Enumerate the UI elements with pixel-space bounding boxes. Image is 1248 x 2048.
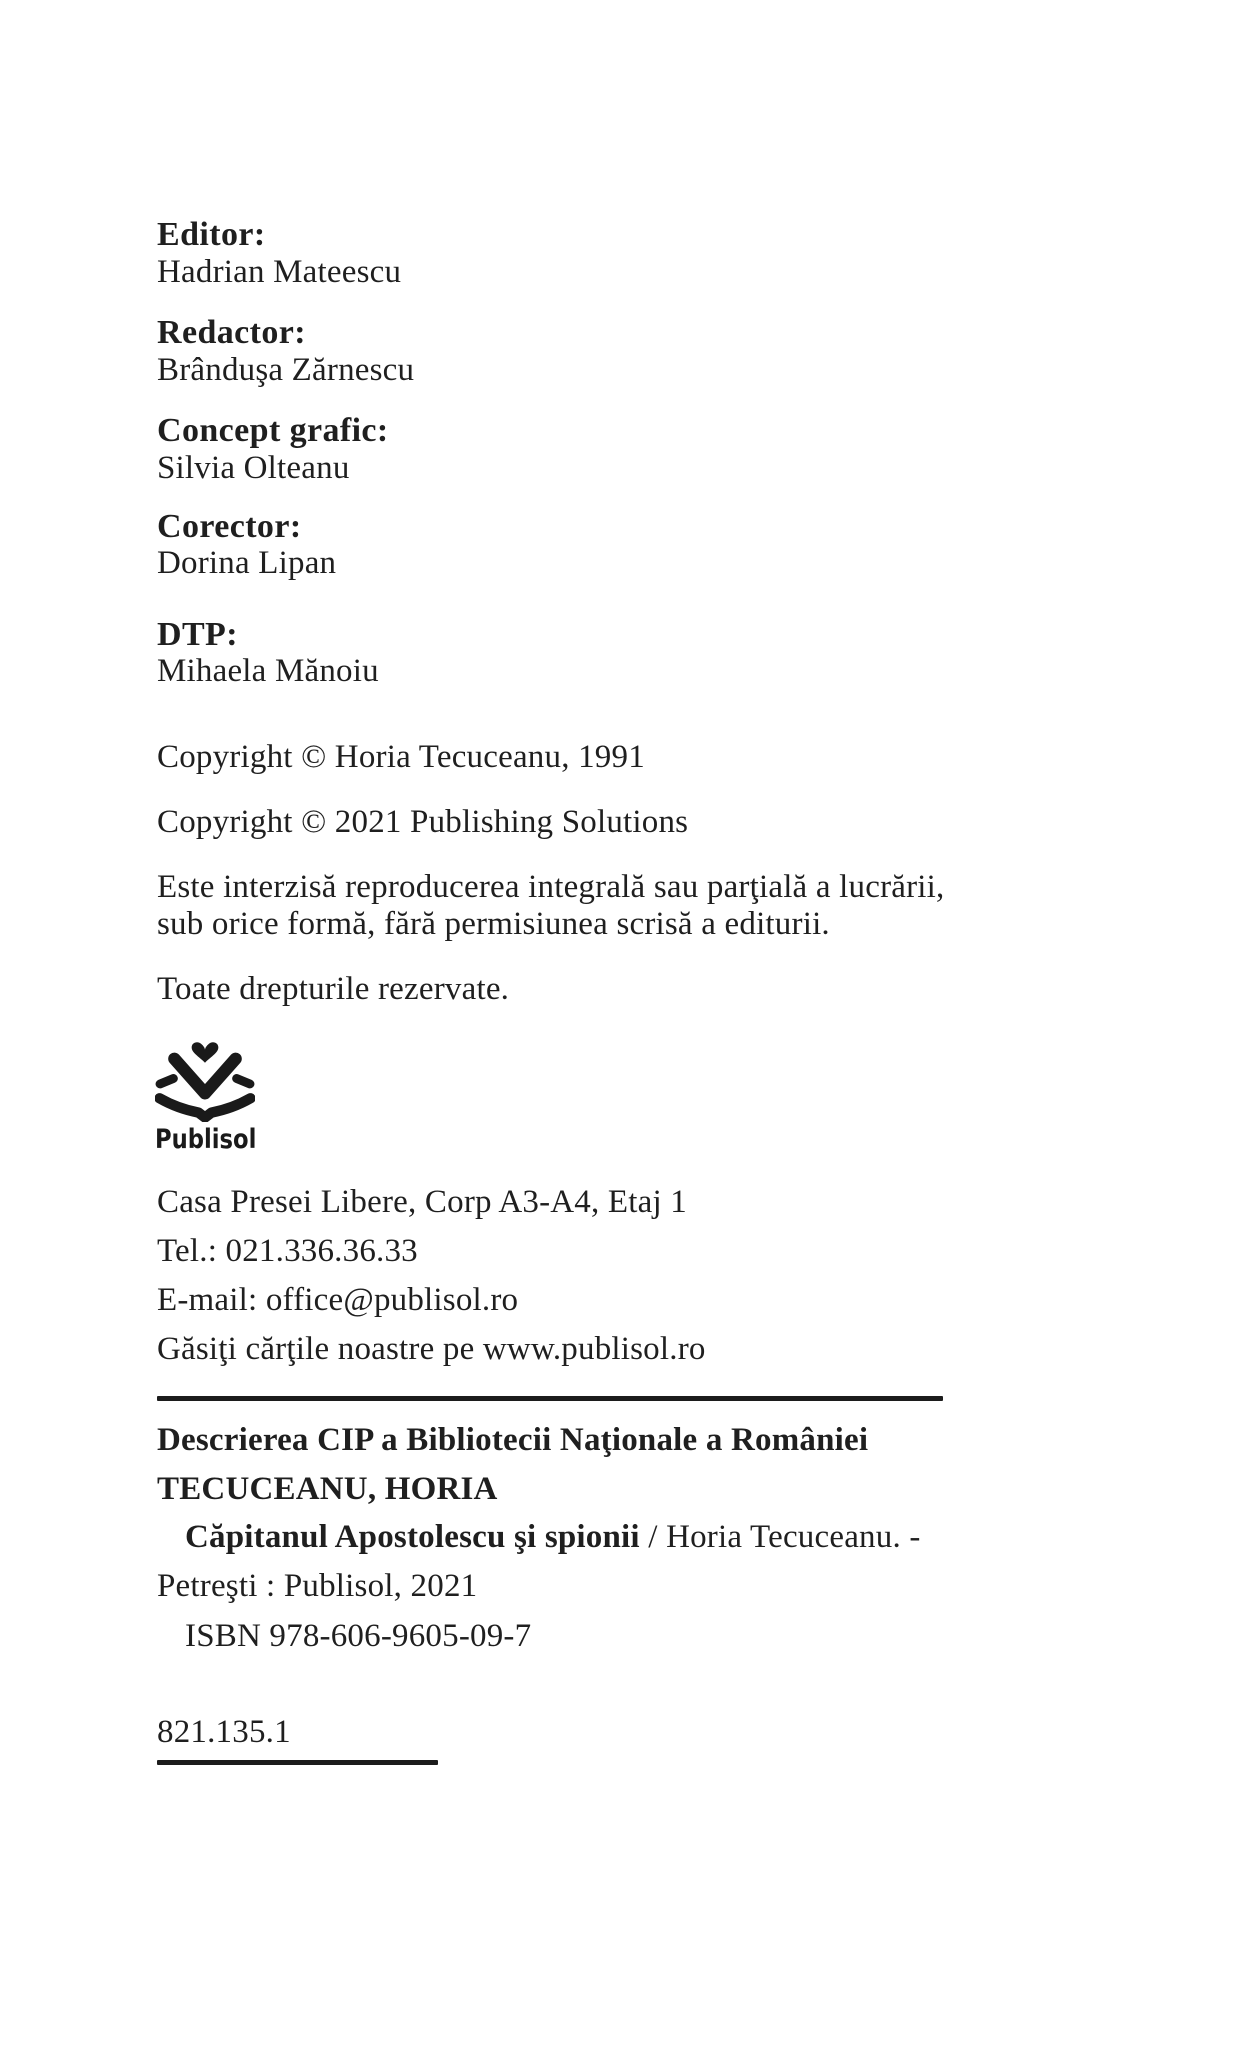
copyright-line-1991: Copyright © Horia Tecuceanu, 1991 <box>157 739 645 775</box>
cip-heading: Descrierea CIP a Bibliotecii Naţionale a României <box>157 1422 869 1458</box>
cip-title-line <box>185 1517 921 1558</box>
credit-name-corector: Dorina Lipan <box>157 545 337 581</box>
credit-label-redactor: Redactor: <box>157 314 306 351</box>
udc-classification: 821.135.1 <box>157 1714 291 1750</box>
ray-right-icon <box>237 1079 250 1084</box>
credit-label-editor: Editor: <box>157 216 266 253</box>
cip-title-rest: / Horia Tecuceanu. - <box>639 1519 921 1555</box>
credit-name-dtp: Mihaela Mănoiu <box>157 653 379 689</box>
publisher-website: Găsiţi cărţile noastre pe www.publisol.ro <box>157 1331 706 1367</box>
credit-label-dtp: DTP: <box>157 616 238 653</box>
credit-label-corector: Corector: <box>157 508 302 545</box>
publisher-phone: Tel.: 021.336.36.33 <box>157 1233 418 1269</box>
publisol-wordmark: Publisol <box>155 1124 257 1155</box>
legal-notice-line-1: Este interzisă reproducerea integrală sau parţială a lucrării, <box>157 869 945 905</box>
cip-author: TECUCEANU, HORIA <box>157 1471 498 1507</box>
divider-line-top <box>157 1396 943 1401</box>
ray-left-icon <box>160 1079 173 1084</box>
copyright-line-2021: Copyright © 2021 Publishing Solutions <box>157 804 689 840</box>
legal-notice-line-2: sub orice formă, fără permisiunea scrisă a editurii. <box>157 906 830 942</box>
credit-label-concept-grafic: Concept grafic: <box>157 412 389 449</box>
publisher-address: Casa Presei Libere, Corp A3-A4, Etaj 1 <box>157 1184 687 1220</box>
rights-reserved-text: Toate drepturile rezervate. <box>157 971 510 1007</box>
credit-name-concept-grafic: Silvia Olteanu <box>157 450 350 486</box>
credit-name-editor: Hadrian Mateescu <box>157 254 402 290</box>
publisol-logo-icon <box>155 1038 255 1122</box>
open-book-icon <box>160 1098 251 1117</box>
credit-name-redactor: Brânduşa Zărnescu <box>157 352 415 388</box>
cip-publisher-line: Petreşti : Publisol, 2021 <box>157 1568 478 1604</box>
cip-title-bold: Căpitanul Apostolescu şi spionii <box>185 1519 640 1555</box>
v-wings-icon <box>174 1059 235 1094</box>
publisher-email: E-mail: office@publisol.ro <box>157 1282 519 1318</box>
cip-isbn: ISBN 978-606-9605-09-7 <box>185 1618 532 1654</box>
divider-line-bottom <box>157 1760 438 1765</box>
heart-icon <box>192 1042 219 1062</box>
